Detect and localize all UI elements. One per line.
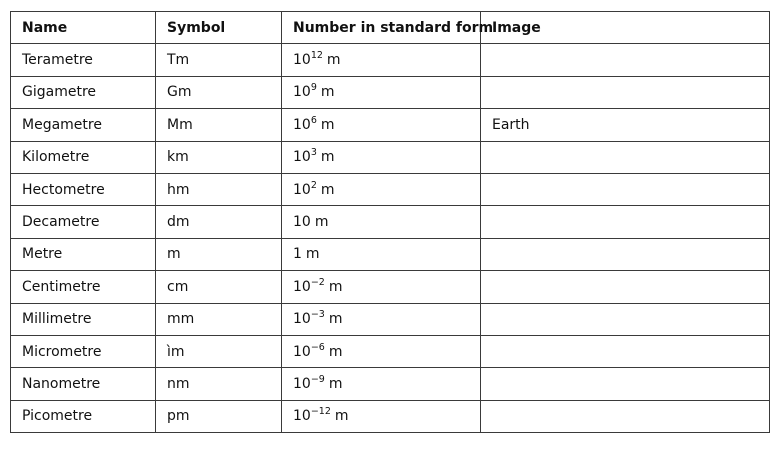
power-base: 10 bbox=[293, 181, 311, 198]
metric-units-table bbox=[10, 11, 770, 433]
unit-symbol-cell: km bbox=[156, 141, 282, 173]
power-base: 10 bbox=[293, 311, 311, 328]
image-cell bbox=[481, 76, 770, 108]
image-cell bbox=[481, 206, 770, 238]
power-exponent: −2 bbox=[310, 276, 325, 288]
unit-label: m bbox=[320, 116, 335, 133]
power-exponent: 2 bbox=[310, 179, 317, 191]
unit-symbol-cell: Tm bbox=[156, 44, 282, 76]
power-exponent: −12 bbox=[310, 406, 331, 418]
header-symbol: Symbol bbox=[156, 12, 282, 44]
unit-label: m bbox=[320, 181, 335, 198]
power-exponent: 12 bbox=[310, 50, 323, 62]
image-cell: Earth bbox=[481, 109, 770, 141]
image-cell bbox=[481, 141, 770, 173]
table-header bbox=[11, 12, 770, 44]
standard-form-cell bbox=[282, 238, 481, 270]
unit-name-cell: Nanometre bbox=[11, 368, 156, 400]
image-cell bbox=[481, 335, 770, 367]
unit-name-cell: Terametre bbox=[11, 44, 156, 76]
table-row bbox=[11, 109, 770, 141]
table-row bbox=[11, 271, 770, 303]
standard-form-cell bbox=[282, 141, 481, 173]
table-row bbox=[11, 238, 770, 270]
unit-symbol-cell: m bbox=[156, 238, 282, 270]
table-row bbox=[11, 44, 770, 76]
power-base: 10 bbox=[293, 343, 311, 360]
table-row bbox=[11, 400, 770, 432]
power-exponent: 3 bbox=[310, 147, 317, 159]
power-base: 10 bbox=[293, 84, 311, 101]
power-base: 10 bbox=[293, 116, 311, 133]
standard-form-cell bbox=[282, 76, 481, 108]
unit-symbol-cell: dm bbox=[156, 206, 282, 238]
power-base: 10 bbox=[293, 149, 311, 166]
unit-name-cell: Gigametre bbox=[11, 76, 156, 108]
standard-form-cell bbox=[282, 271, 481, 303]
power-base: 10 bbox=[293, 278, 311, 295]
unit-name-cell: Megametre bbox=[11, 109, 156, 141]
unit-label: m bbox=[328, 278, 343, 295]
unit-symbol-cell: mm bbox=[156, 303, 282, 335]
unit-name-cell: Picometre bbox=[11, 400, 156, 432]
header-name: Name bbox=[11, 12, 156, 44]
unit-label: m bbox=[328, 343, 343, 360]
power-base: 10 bbox=[293, 214, 311, 231]
power-base: 10 bbox=[293, 375, 311, 392]
power-base: 10 bbox=[293, 52, 311, 69]
unit-symbol-cell: pm bbox=[156, 400, 282, 432]
power-exponent: −3 bbox=[310, 309, 325, 321]
unit-name-cell: Hectometre bbox=[11, 173, 156, 205]
unit-label: m bbox=[334, 408, 349, 425]
image-cell bbox=[481, 271, 770, 303]
image-cell bbox=[481, 303, 770, 335]
table-row bbox=[11, 141, 770, 173]
unit-name-cell: Decametre bbox=[11, 206, 156, 238]
table-body bbox=[11, 44, 770, 433]
standard-form-cell bbox=[282, 335, 481, 367]
table-row bbox=[11, 335, 770, 367]
unit-name-cell: Centimetre bbox=[11, 271, 156, 303]
power-exponent: 9 bbox=[310, 82, 317, 94]
power-exponent: −9 bbox=[310, 373, 325, 385]
unit-label: m bbox=[320, 84, 335, 101]
image-cell bbox=[481, 368, 770, 400]
standard-form-cell bbox=[282, 109, 481, 141]
header-row bbox=[11, 12, 770, 44]
table-row bbox=[11, 368, 770, 400]
standard-form-cell bbox=[282, 400, 481, 432]
image-cell bbox=[481, 173, 770, 205]
unit-symbol-cell: ìm bbox=[156, 335, 282, 367]
unit-label: m bbox=[314, 214, 329, 231]
unit-label: m bbox=[328, 311, 343, 328]
power-base: 10 bbox=[293, 408, 311, 425]
standard-form-cell bbox=[282, 173, 481, 205]
power-exponent: 6 bbox=[310, 114, 317, 126]
standard-form-cell bbox=[282, 303, 481, 335]
unit-name-cell: Kilometre bbox=[11, 141, 156, 173]
power-exponent: −6 bbox=[310, 341, 325, 353]
unit-symbol-cell: Gm bbox=[156, 76, 282, 108]
unit-symbol-cell: nm bbox=[156, 368, 282, 400]
unit-label: m bbox=[328, 375, 343, 392]
standard-form-cell bbox=[282, 206, 481, 238]
unit-name-cell: Millimetre bbox=[11, 303, 156, 335]
unit-label: m bbox=[320, 149, 335, 166]
image-cell bbox=[481, 238, 770, 270]
header-image: Image bbox=[481, 12, 770, 44]
unit-label: m bbox=[326, 52, 341, 69]
table-row bbox=[11, 173, 770, 205]
power-base: 1 bbox=[293, 246, 302, 263]
table-row bbox=[11, 76, 770, 108]
unit-symbol-cell: cm bbox=[156, 271, 282, 303]
standard-form-cell bbox=[282, 368, 481, 400]
unit-name-cell: Metre bbox=[11, 238, 156, 270]
table-row bbox=[11, 303, 770, 335]
unit-label: m bbox=[305, 246, 320, 263]
standard-form-cell bbox=[282, 44, 481, 76]
table-row bbox=[11, 206, 770, 238]
unit-symbol-cell: Mm bbox=[156, 109, 282, 141]
unit-symbol-cell: hm bbox=[156, 173, 282, 205]
image-cell bbox=[481, 44, 770, 76]
units-table-container bbox=[10, 11, 769, 438]
image-cell bbox=[481, 400, 770, 432]
header-number-standard-form: Number in standard form bbox=[282, 12, 481, 44]
unit-name-cell: Micrometre bbox=[11, 335, 156, 367]
